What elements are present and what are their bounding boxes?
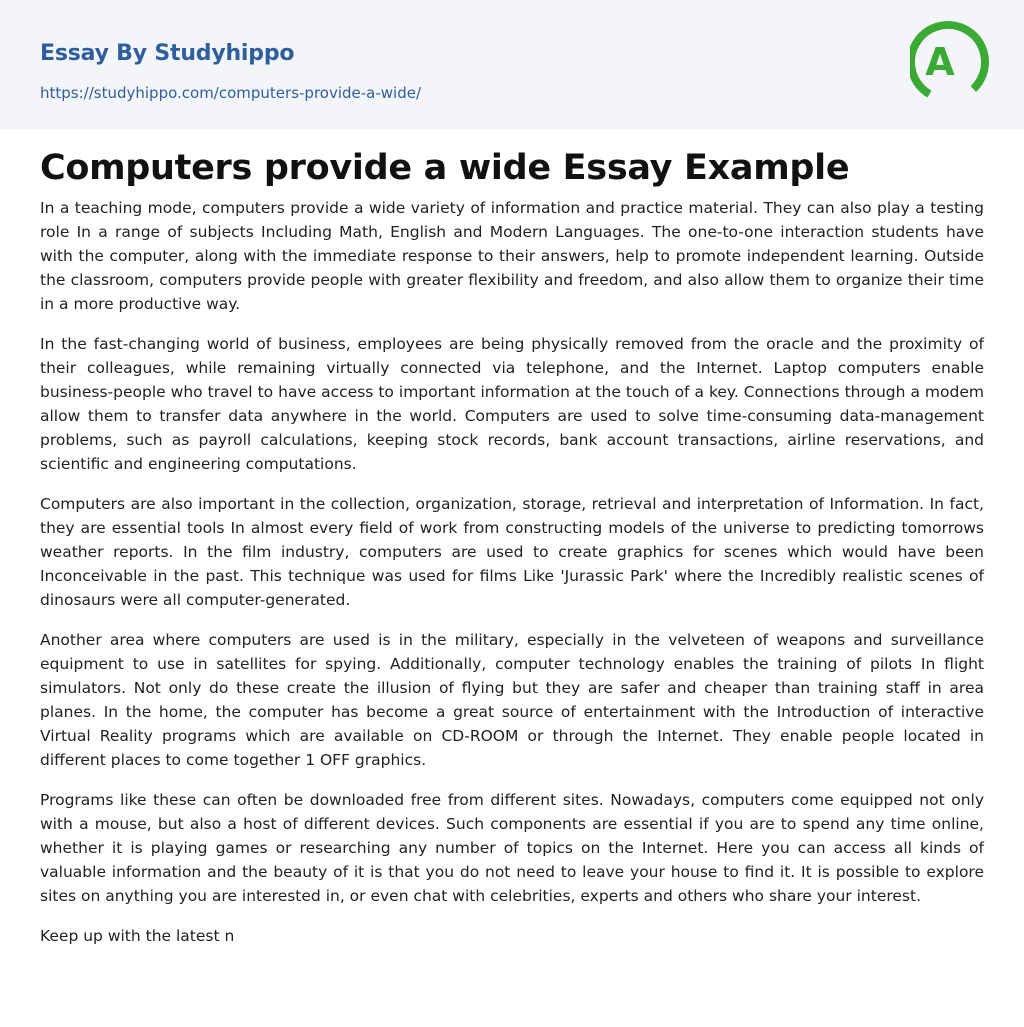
article — [0, 129, 1024, 948]
studyhippo-logo-icon[interactable] — [910, 18, 990, 108]
paragraph-5: Programs like these can often be downloaded free from different sites. Nowadays, computers come equipped not only with a mouse, but also a host of different devices. Such components are essential if you are to spend any time online, whether it is playing games or researching any number of topics on the Internet. Here you can access all kinds of valuable information and the beauty of it is that you do not need to leave your house to find it. It is possible to explore sites on anything you are interested in, or even chat with celebrities, experts and others who share your interest. — [40, 791, 984, 905]
paragraph-3: Computers are also important in the collection, organization, storage, retrieval and interpretation of Information. In fact, they are essential tools In almost every field of work from constructing models of the universe to predicting tomorrows weather reports. In the film industry, computers are used to create graphics for scenes which would have been Inconceivable in the past. This technique was used for films Like 'Jurassic Park' where the Incredibly realistic scenes of dinosaurs were all computer-generated. — [40, 495, 984, 609]
page-title: Computers provide a wide Essay Example — [40, 148, 850, 188]
site-brand[interactable]: Essay By Studyhippo — [40, 41, 295, 66]
paragraph-4: Another area where computers are used is in the military, especially in the velveteen of weapons and surveillance equipment to use in satellites for spying. Additionally, computer technology enables the training of pilots In flight simulators. Not only do these create the illusion of flying but they are safer and cheaper than training staff in area planes. In the home, the computer has become a great source of entertainment with the Introduction of interactive Virtual Reality programs which are available on CD-ROOM or through the Internet. They enable people located in different places to come together 1 OFF graphics. — [40, 631, 984, 769]
paragraph-1: In a teaching mode, computers provide a wide variety of information and practice material. They can also play a testing role In a range of subjects Including Math, English and Modern Languages. The one-to-one interaction students have with the computer, along with the immediate response to their answers, help to promote independent learning. Outside the classroom, computers provide people with greater flexibility and freedom, and also allow them to organize their time in a more productive way. — [40, 199, 984, 313]
site-header — [0, 0, 1024, 129]
paragraph-2: In the fast-changing world of business, employees are being physically removed from the oracle and the proximity of their colleagues, while remaining virtually connected via telephone, and the Internet. Laptop computers enable business-people who travel to have access to important information at the touch of a key. Connections through a modem allow them to transfer data anywhere in the world. Computers are used to solve time-consuming data-management problems, such as payroll calculations, keeping stock records, bank account transactions, airline reservations, and scientific and engineering computations. — [40, 335, 984, 473]
paragraph-6: Keep up with the latest n — [40, 927, 235, 945]
page-url-link[interactable]: https://studyhippo.com/computers-provide-a-wide/ — [40, 84, 422, 102]
logo-letter: A — [925, 40, 955, 84]
